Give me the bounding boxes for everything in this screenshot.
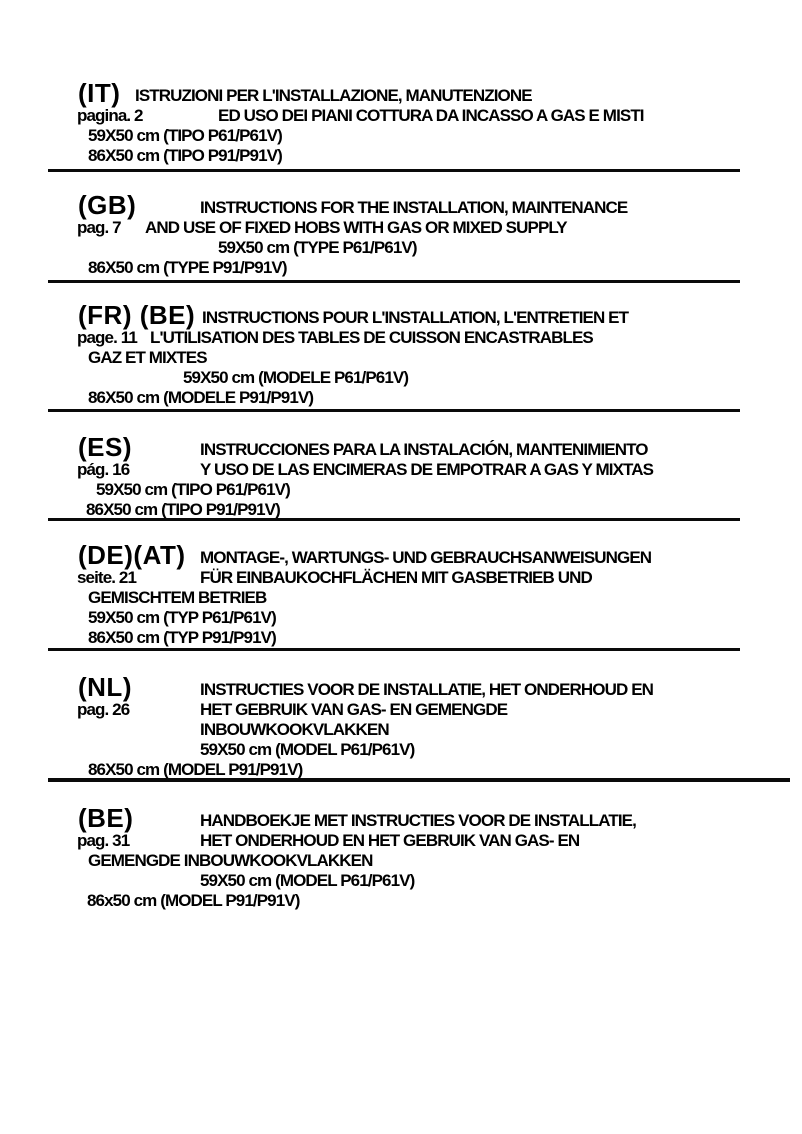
- language-code: (IT): [78, 78, 121, 108]
- size-line: 59X50 cm (MODELE P61/P61V): [183, 368, 409, 387]
- section-heading-row: [0, 302, 802, 328]
- section-subheading-row: [0, 106, 802, 126]
- size-line: 59X50 cm (TYPE P61/P61V): [218, 238, 417, 257]
- size-line: 59X50 cm (TIPO P61/P61V): [96, 480, 290, 499]
- page-reference: pág. 16: [77, 460, 130, 479]
- title-line: MONTAGE-, WARTUNGS- UND GEBRAUCHSANWEISUNGEN: [200, 548, 652, 567]
- section-nl: [0, 674, 802, 780]
- page-reference: page. 11: [77, 328, 137, 347]
- section-subheading-row: [0, 831, 802, 851]
- language-code: (ES): [78, 432, 132, 462]
- section-es: [0, 434, 802, 520]
- section-subheading-row: [0, 568, 802, 588]
- section-heading-row: [0, 542, 802, 568]
- title-line: GEMISCHTEM BETRIEB: [88, 588, 267, 607]
- section-gb: [0, 192, 802, 278]
- size-line: 59X50 cm (TIPO P61/P61V): [88, 126, 282, 145]
- section-divider: [48, 280, 740, 283]
- section-subheading-row: [0, 460, 802, 480]
- title-line: HANDBOEKJE MET INSTRUCTIES VOOR DE INSTALLATIE,: [200, 811, 636, 830]
- language-code: (GB): [78, 190, 137, 220]
- section-it: [0, 80, 802, 166]
- size-line: 86X50 cm (MODEL P91/P91V): [88, 760, 303, 779]
- title-line: HET ONDERHOUD EN HET GEBRUIK VAN GAS- EN: [200, 831, 580, 850]
- size-line: 86X50 cm (TIPO P91/P91V): [86, 500, 280, 519]
- title-line: HET GEBRUIK VAN GAS- EN GEMENGDE: [200, 700, 508, 719]
- section-subheading-row: [0, 328, 802, 348]
- section-de-at: [0, 542, 802, 648]
- section-subheading-row: [0, 218, 802, 238]
- section-heading-row: [0, 434, 802, 460]
- size-line: 86x50 cm (MODEL P91/P91V): [87, 891, 300, 910]
- title-line: GEMENGDE INBOUWKOOKVLAKKEN: [88, 851, 373, 870]
- section-divider: [48, 409, 740, 412]
- section-heading-row: [0, 192, 802, 218]
- section-subheading-row: [0, 700, 802, 720]
- title-line: INSTRUCTIONS POUR L'INSTALLATION, L'ENTRETIEN ET: [202, 308, 629, 327]
- title-line: INBOUWKOOKVLAKKEN: [200, 720, 389, 739]
- size-line: 59X50 cm (TYP P61/P61V): [88, 608, 276, 627]
- section-heading-row: [0, 805, 802, 831]
- page-reference: pag. 7: [77, 218, 121, 237]
- page-reference: pag. 26: [77, 700, 130, 719]
- title-line: INSTRUCCIONES PARA LA INSTALACIÓN, MANTENIMIENTO: [200, 440, 648, 459]
- language-code: (FR) (BE): [78, 300, 196, 330]
- language-code: (DE)(AT): [78, 540, 186, 570]
- size-line: 59X50 cm (MODEL P61/P61V): [200, 740, 415, 759]
- section-be: [0, 805, 802, 911]
- title-line: FÜR EINBAUKOCHFLÄCHEN MIT GASBETRIEB UND: [200, 568, 592, 587]
- section-divider: [48, 518, 740, 521]
- size-line: 86X50 cm (TYPE P91/P91V): [88, 258, 287, 277]
- title-line: L'UTILISATION DES TABLES DE CUISSON ENCASTRABLES: [150, 328, 593, 347]
- title-line: INSTRUCTIES VOOR DE INSTALLATIE, HET ONDERHOUD EN: [200, 680, 654, 699]
- language-code: (NL): [78, 672, 132, 702]
- section-fr-be: [0, 302, 802, 408]
- title-line: AND USE OF FIXED HOBS WITH GAS OR MIXED SUPPLY: [145, 218, 567, 237]
- title-line: Y USO DE LAS ENCIMERAS DE EMPOTRAR A GAS Y MIXTAS: [200, 460, 654, 479]
- section-heading-row: [0, 674, 802, 700]
- section-divider: [48, 778, 790, 782]
- page-reference: pag. 31: [77, 831, 130, 850]
- section-divider: [48, 169, 740, 172]
- page-reference: pagina. 2: [77, 106, 143, 125]
- language-code: (BE): [78, 803, 134, 833]
- size-line: 86X50 cm (MODELE P91/P91V): [88, 388, 314, 407]
- size-line: 86X50 cm (TYP P91/P91V): [88, 628, 276, 647]
- page-reference: seite. 21: [77, 568, 137, 587]
- section-heading-row: [0, 80, 802, 106]
- title-line: INSTRUCTIONS FOR THE INSTALLATION, MAINTENANCE: [200, 198, 628, 217]
- title-line: ISTRUZIONI PER L'INSTALLAZIONE, MANUTENZIONE: [135, 86, 532, 105]
- size-line: 86X50 cm (TIPO P91/P91V): [88, 146, 282, 165]
- size-line: 59X50 cm (MODEL P61/P61V): [200, 871, 415, 890]
- title-line: GAZ ET MIXTES: [88, 348, 207, 367]
- title-line: ED USO DEI PIANI COTTURA DA INCASSO A GAS E MISTI: [218, 106, 644, 125]
- section-divider: [48, 648, 740, 651]
